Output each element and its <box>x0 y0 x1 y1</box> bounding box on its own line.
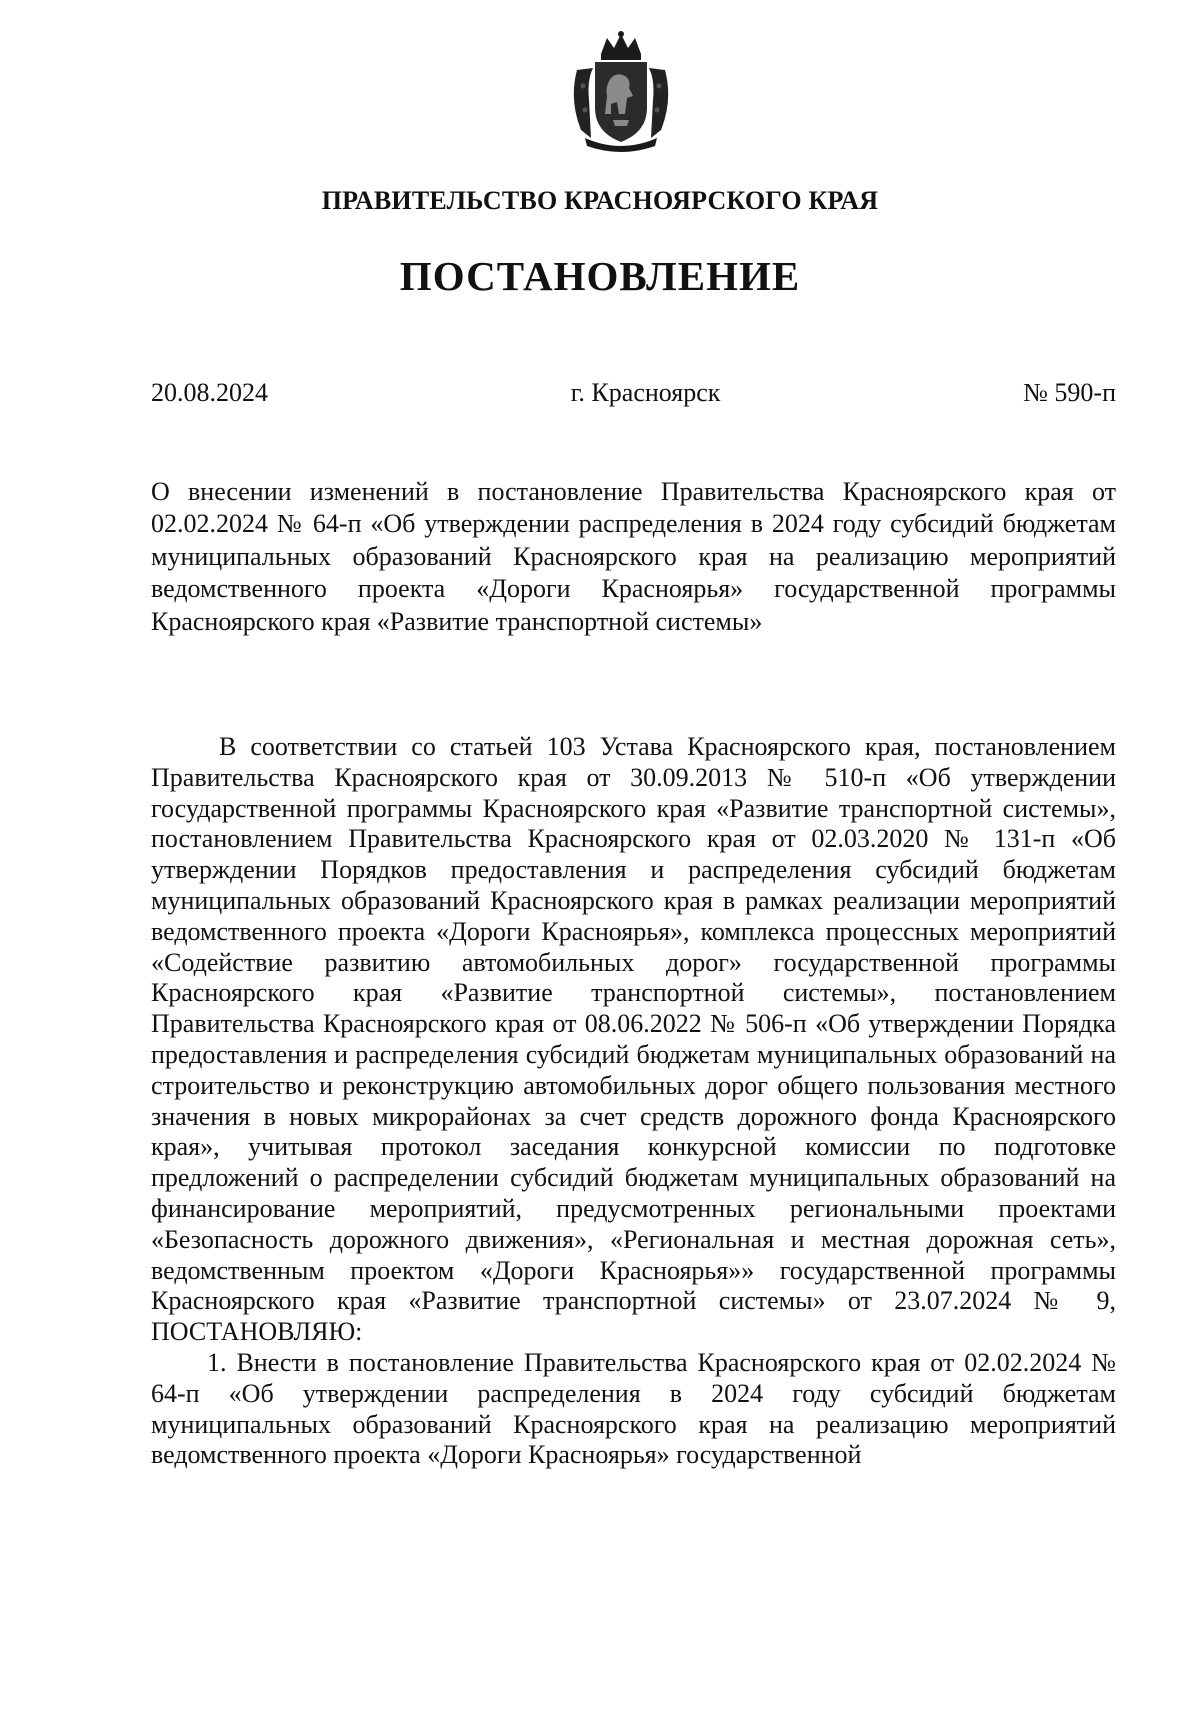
body-paragraph-2: 1. Внести в постановление Правительства Красноярского края от 02.02.2024 № 64-п «Об утверждении распределения в 2024 году субсидий бюджетам муниципальных образований Красноярского края на реализацию мероприятий ведомственного проекта «Дороги Красноярья» государственной <box>151 1347 1116 1470</box>
document-meta-row <box>151 378 1116 408</box>
krasnoyarsk-coat-of-arms-icon <box>567 30 675 154</box>
document-type-title: ПОСТАНОВЛЕНИЕ <box>399 253 801 299</box>
document-subject: О внесении изменений в постановление Правительства Красноярского края от 02.02.2024 № 64-п «Об утверждении распределения в 2024 году субсидий бюджетам муниципальных образований Красноярского края на реализацию мероприятий ведомственного проекта «Дороги Красноярья» государственной программы Красноярского края «Развитие транспортной системы» <box>151 477 1116 636</box>
document-city: г. Красноярск <box>570 378 721 407</box>
document-number: № 590-п <box>1023 378 1116 407</box>
document-date: 20.08.2024 <box>151 378 268 407</box>
document-body <box>151 732 1116 1471</box>
government-name: ПРАВИТЕЛЬСТВО КРАСНОЯРСКОГО КРАЯ <box>321 186 879 215</box>
body-paragraph-1: В соответствии со статьей 103 Устава Красноярского края, постановлением Правительства Красноярского края от 30.09.2013 № 510-п «Об утверждении государственной программы Красноярского края «Развитие транспортной системы», постановлением Правительства Красноярского края от 02.03.2020 № 131-п «Об утверждении Порядков предоставления и распределения субсидий бюджетам муниципальных образований Красноярского края в рамках реализации мероприятий ведомственного проекта «Дороги Красноярья», комплекса процессных мероприятий «Содействие развитию автомобильных дорог» государственной программы Красноярского края «Развитие транспортной системы», постановлением Правительства Красноярского края от 08.06.2022 № 506-п «Об утверждении Порядка предоставления и распределения субсидий бюджетам муниципальных образований на строительство и реконструкцию автомобильных дорог общего пользования местного значения в новых микрорайонах за счет средств дорожного фонда Красноярского края», учитывая протокол заседания конкурсной комиссии по подготовке предложений о распределении субсидий бюджетам муниципальных образований на финансирование мероприятий, предусмотренных региональными проектами «Безопасность дорожного движения», «Региональная и местная дорожная сеть», ведомственным проектом «Дороги Красноярья»» государственной программы Красноярского края «Развитие транспортной системы» от 23.07.2024 № 9, ПОСТАНОВЛЯЮ: <box>151 732 1116 1347</box>
